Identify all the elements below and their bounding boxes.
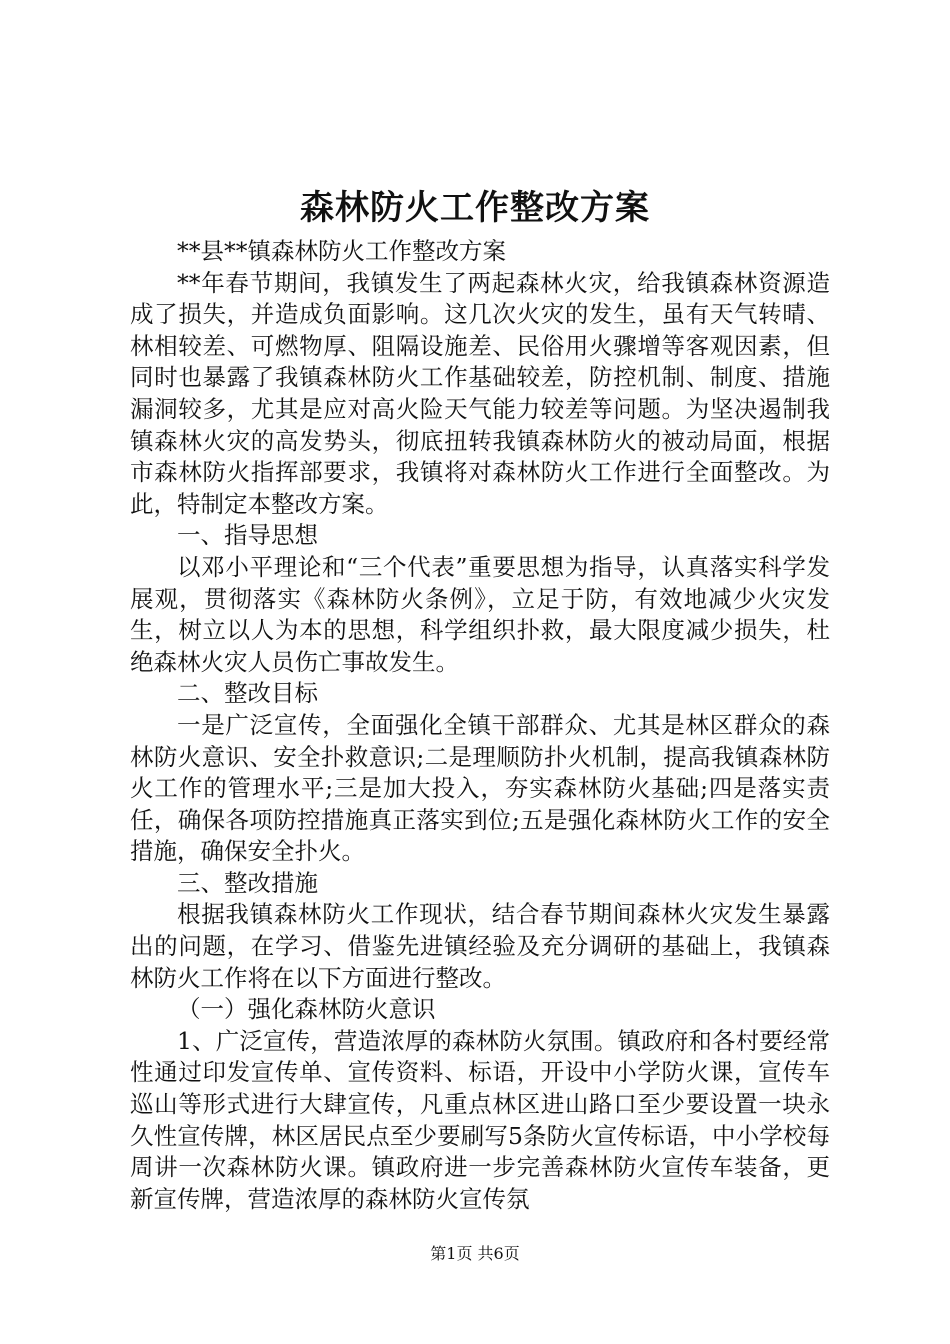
- paragraph-publicity: 1、广泛宣传，营造浓厚的森林防火氛围。镇政府和各村要经常性通过印发宣传单、宣传资料、标语，开设中小学防火课，宣传车巡山等形式进行大肆宣传，凡重点林区进山路口至少要设置一块永久性宣传牌，林区居民点至少要刷写5条防火宣传标语，中小学校每周讲一次森林防火课。镇政府进一步完善森林防火宣传车装备，更新宣传牌，营造浓厚的森林防火宣传氛: [130, 1026, 830, 1213]
- document-body: [130, 236, 830, 1215]
- paragraph-intro: **年春节期间，我镇发生了两起森林火灾，给我镇森林资源造成了损失，并造成负面影响。这几次火灾的发生，虽有天气转晴、林相较差、可燃物厚、阻隔设施差、民俗用火骤增等客观因素，但同时也暴露了我镇森林防火工作基础较差，防控机制、制度、措施漏洞较多，尤其是应对高火险天气能力较差等问题。为坚决遏制我镇森林火灾的高发势头，彻底扭转我镇森林防火的被动局面，根据市森林防火指挥部要求，我镇将对森林防火工作进行全面整改。为此，特制定本整改方案。: [130, 268, 830, 518]
- page-footer: 第1页 共6页: [430, 1244, 520, 1263]
- section-heading-guiding-thought: 一、指导思想: [177, 521, 318, 550]
- section-heading-goals: 二、整改目标: [177, 679, 318, 708]
- paragraph-measures: 根据我镇森林防火工作现状，结合春节期间森林火灾发生暴露出的问题，在学习、借鉴先进镇经验及充分调研的基础上，我镇森林防火工作将在以下方面进行整改。: [130, 900, 830, 992]
- subsection-heading-awareness: （一）强化森林防火意识: [177, 995, 436, 1024]
- document-title: 森林防火工作整改方案: [300, 188, 650, 228]
- document-subtitle: **县**镇森林防火工作整改方案: [177, 237, 506, 265]
- paragraph-goals: 一是广泛宣传，全面强化全镇干部群众、尤其是林区群众的森林防火意识、安全扑救意识;二是理顺防扑火机制，提高我镇森林防火工作的管理水平;三是加大投入，夯实森林防火基础;四是落实责任，确保各项防控措施真正落实到位;五是强化森林防火工作的安全措施，确保安全扑火。: [130, 710, 830, 866]
- paragraph-guiding-thought: 以邓小平理论和“三个代表”重要思想为指导，认真落实科学发展观，贯彻落实《森林防火条例》，立足于防，有效地减少火灾发生，树立以人为本的思想，科学组织扑救，最大限度减少损失，杜绝森林火灾人员伤亡事故发生。: [130, 552, 830, 676]
- section-heading-measures: 三、整改措施: [177, 868, 318, 897]
